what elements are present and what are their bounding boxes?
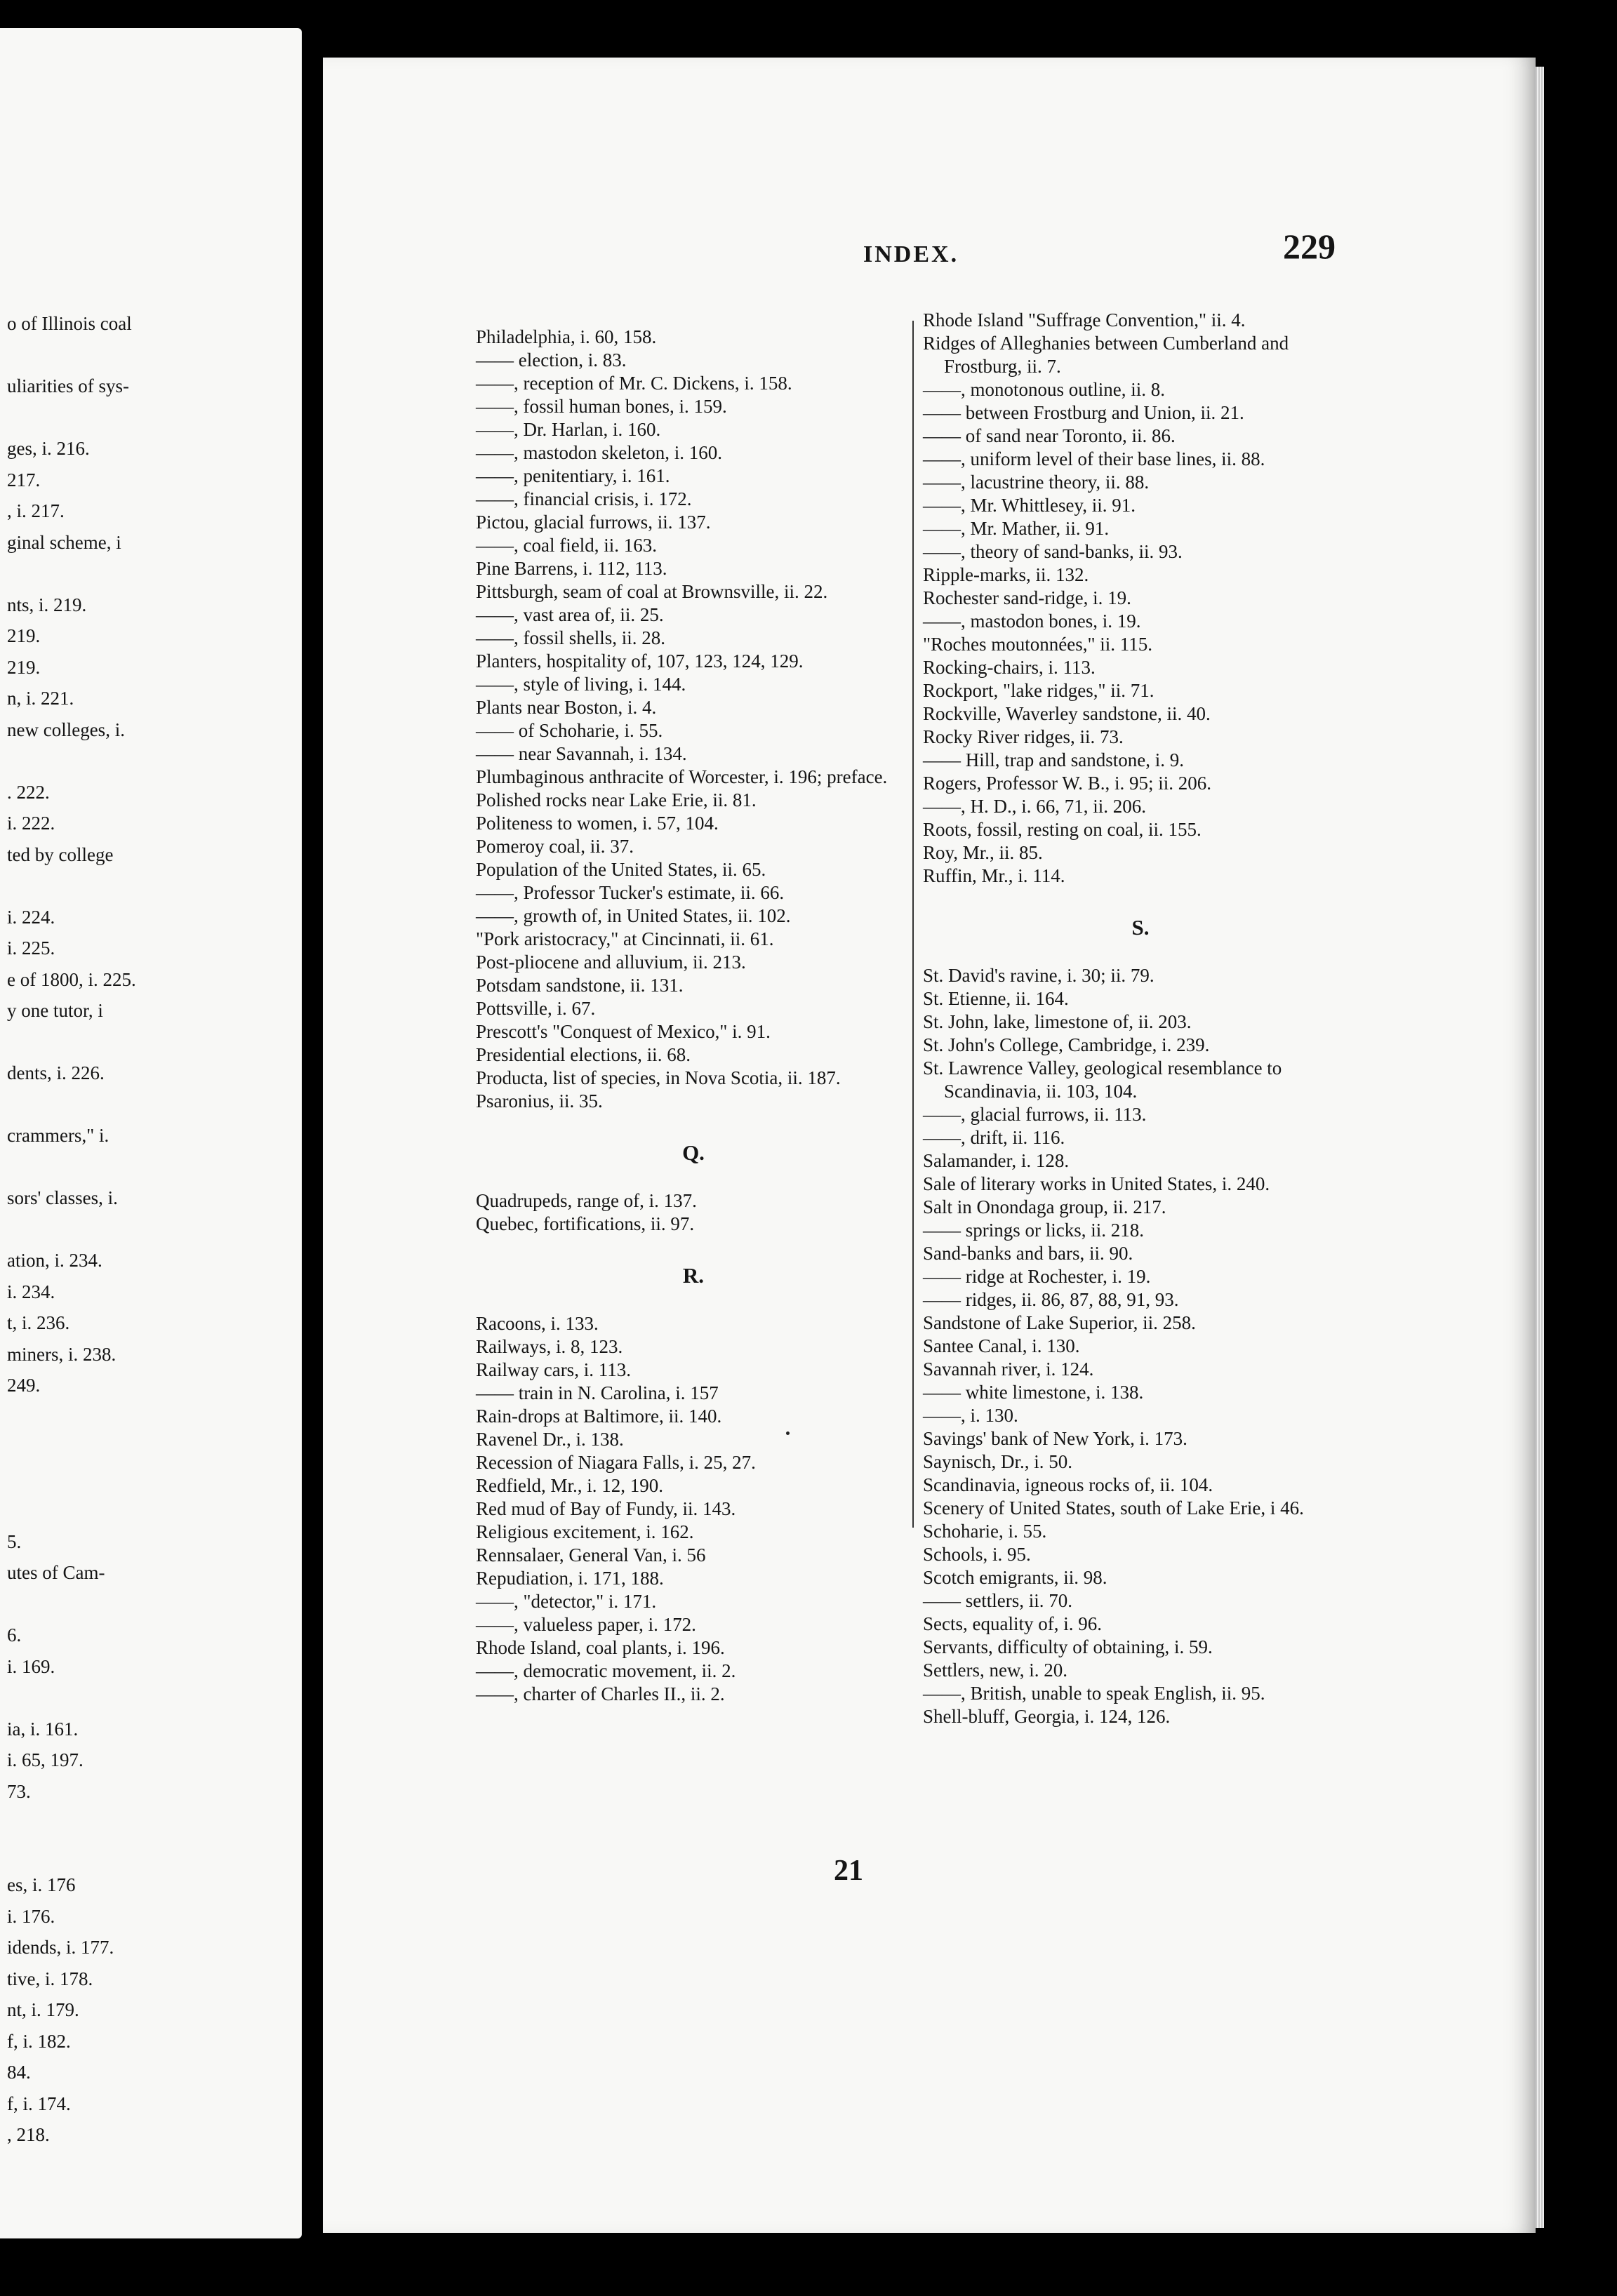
index-entry: Rennsalaer, General Van, i. 56 — [476, 1544, 706, 1566]
left-page-text-fragment: miners, i. 238. — [7, 1343, 117, 1365]
entries-p — [476, 326, 911, 1113]
index-entry: ——, Dr. Harlan, i. 160. — [476, 419, 661, 440]
index-entry: Rockville, Waverley sandstone, ii. 40. — [923, 703, 1211, 724]
index-entry: ——, Mr. Mather, ii. 91. — [923, 518, 1110, 539]
index-entry: ——, valueless paper, i. 172. — [476, 1614, 696, 1635]
left-page-text-fragment: ges, i. 216. — [7, 438, 90, 459]
index-entry: ——, charter of Charles II., ii. 2. — [476, 1683, 725, 1704]
index-entry: Rochester sand-ridge, i. 19. — [923, 587, 1131, 608]
index-entry: Pomeroy coal, ii. 37. — [476, 836, 634, 857]
section-heading-r: R. — [682, 1263, 705, 1288]
index-entry: St. Lawrence Valley, geological resemblance to Scandinavia, ii. 103, 104. — [923, 1057, 1282, 1102]
index-entry: Quadrupeds, range of, i. 137. — [476, 1190, 697, 1211]
index-entry: Salamander, i. 128. — [923, 1150, 1070, 1171]
page-number: 229 — [1283, 227, 1336, 266]
left-page-text-fragment: i. 222. — [7, 813, 55, 834]
right-page — [323, 58, 1536, 2233]
index-entry: Saynisch, Dr., i. 50. — [923, 1451, 1072, 1472]
index-entry: Plumbaginous anthracite of Worcester, i. 196; preface. — [476, 766, 888, 787]
index-entry: Railways, i. 8, 123. — [476, 1336, 623, 1357]
left-page-text-fragment: , 218. — [7, 2124, 50, 2145]
index-entry: Settlers, new, i. 20. — [923, 1660, 1067, 1681]
index-entry: Salt in Onondaga group, ii. 217. — [923, 1196, 1166, 1217]
left-page-text-fragment: . 222. — [7, 781, 50, 803]
index-entry: Scotch emigrants, ii. 98. — [923, 1567, 1107, 1588]
index-entry: St. David's ravine, i. 30; ii. 79. — [923, 965, 1154, 986]
running-header: INDEX. — [863, 241, 959, 267]
index-entry: ——, glacial furrows, ii. 113. — [923, 1104, 1147, 1125]
index-entry: Prescott's "Conquest of Mexico," i. 91. — [476, 1021, 771, 1042]
left-page-text-fragment: nt, i. 179. — [7, 1999, 79, 2020]
index-entry: Roots, fossil, resting on coal, ii. 155. — [923, 819, 1202, 840]
left-page-text-fragment: crammers," i. — [7, 1125, 109, 1146]
left-page-text-fragment: 219. — [7, 625, 41, 646]
index-entry: ——, vast area of, ii. 25. — [476, 604, 664, 625]
index-entry: ——, coal field, ii. 163. — [476, 535, 657, 556]
index-entry: ——, drift, ii. 116. — [923, 1127, 1065, 1148]
index-entry: Religious excitement, i. 162. — [476, 1521, 694, 1542]
entries-r-continued — [923, 309, 1358, 888]
index-entry: —— settlers, ii. 70. — [923, 1590, 1072, 1611]
index-entry: Rain-drops at Baltimore, ii. 140. — [476, 1406, 722, 1427]
index-entry: ——, "detector," i. 171. — [476, 1591, 657, 1612]
index-entry: Psaronius, ii. 35. — [476, 1090, 603, 1112]
index-entry: Rhode Island, coal plants, i. 196. — [476, 1637, 725, 1658]
index-entry: Potsdam sandstone, ii. 131. — [476, 975, 684, 996]
left-page-text-fragment: 84. — [7, 2062, 31, 2083]
index-entry: Producta, list of species, in Nova Scotia, ii. 187. — [476, 1067, 841, 1088]
index-entry: ——, reception of Mr. C. Dickens, i. 158. — [476, 373, 792, 394]
index-entry: ——, penitentiary, i. 161. — [476, 465, 670, 486]
left-page-text-fragment: f, i. 182. — [7, 2030, 71, 2052]
index-entry: ——, i. 130. — [923, 1405, 1018, 1426]
index-entry: —— election, i. 83. — [476, 349, 627, 371]
index-entry: —— between Frostburg and Union, ii. 21. — [923, 402, 1244, 423]
index-entry: —— near Savannah, i. 134. — [476, 743, 687, 764]
index-entry: —— white limestone, i. 138. — [923, 1382, 1144, 1403]
index-entry: Quebec, fortifications, ii. 97. — [476, 1213, 695, 1234]
section-heading-q: Q. — [682, 1140, 705, 1165]
index-entry: Politeness to women, i. 57, 104. — [476, 813, 719, 834]
left-page-text-fragment: t, i. 236. — [7, 1312, 70, 1333]
left-page-text-fragment: 6. — [7, 1624, 22, 1646]
left-page-text-fragment: f, i. 174. — [7, 2093, 71, 2114]
left-page-text-fragment: new colleges, i. — [7, 719, 125, 740]
index-entry: Pittsburgh, seam of coal at Brownsville, ii. 22. — [476, 581, 828, 602]
index-entry: Schools, i. 95. — [923, 1544, 1031, 1565]
left-page-text-fragment: 73. — [7, 1780, 31, 1802]
index-entry: Sand-banks and bars, ii. 90. — [923, 1243, 1133, 1264]
index-entry: ——, fossil human bones, i. 159. — [476, 396, 727, 417]
index-entry: Redfield, Mr., i. 12, 190. — [476, 1475, 663, 1496]
index-entry: ——, monotonous outline, ii. 8. — [923, 379, 1166, 400]
index-column-left — [476, 326, 911, 1706]
left-page-text-fragment: ia, i. 161. — [7, 1718, 79, 1740]
left-page-text-fragment: ation, i. 234. — [7, 1250, 102, 1271]
index-entry: Population of the United States, ii. 65. — [476, 859, 766, 880]
index-entry: —— ridge at Rochester, i. 19. — [923, 1266, 1151, 1287]
index-entry: Ripple-marks, ii. 132. — [923, 564, 1089, 585]
index-entry: Ravenel Dr., i. 138. — [476, 1429, 624, 1450]
index-entry: "Pork aristocracy," at Cincinnati, ii. 61. — [476, 928, 774, 949]
index-entry: Sandstone of Lake Superior, ii. 258. — [923, 1312, 1196, 1333]
index-entry: ——, H. D., i. 66, 71, ii. 206. — [923, 796, 1147, 817]
index-entry: Presidential elections, ii. 68. — [476, 1044, 691, 1065]
index-entry: Scenery of United States, south of Lake Erie, i 46. — [923, 1497, 1304, 1519]
left-page-text-fragment: 249. — [7, 1375, 41, 1396]
page-edge-right — [1536, 67, 1544, 2228]
left-page-text-fragment: idends, i. 177. — [7, 1937, 114, 1958]
index-entry: ——, democratic movement, ii. 2. — [476, 1660, 736, 1681]
signature-mark: 21 — [834, 1855, 863, 1887]
index-entry: St. John, lake, limestone of, ii. 203. — [923, 1011, 1192, 1032]
index-entry: "Roches moutonnées," ii. 115. — [923, 634, 1153, 655]
left-page-text-fragment: ted by college — [7, 843, 114, 865]
index-entry: Rocking-chairs, i. 113. — [923, 657, 1096, 678]
index-entry: —— of Schoharie, i. 55. — [476, 720, 663, 741]
left-page-text-fragment: sors' classes, i. — [7, 1187, 118, 1208]
index-entry: ——, style of living, i. 144. — [476, 674, 686, 695]
index-entry: Schoharie, i. 55. — [923, 1521, 1047, 1542]
left-page-text-fragment: i. 65, 197. — [7, 1749, 84, 1770]
index-entry: Plants near Boston, i. 4. — [476, 697, 657, 718]
index-entry: —— Hill, trap and sandstone, i. 9. — [923, 749, 1184, 770]
left-page-text-fragment: es, i. 176 — [7, 1874, 76, 1895]
index-entry: Savings' bank of New York, i. 173. — [923, 1428, 1187, 1449]
left-page-text-fragment: i. 176. — [7, 1905, 55, 1927]
index-entry: Sects, equality of, i. 96. — [923, 1613, 1102, 1634]
left-page-text-fragment: i. 234. — [7, 1281, 55, 1302]
index-entry: Recession of Niagara Falls, i. 25, 27. — [476, 1452, 756, 1473]
index-entry: Railway cars, i. 113. — [476, 1359, 631, 1380]
index-entry: Savannah river, i. 124. — [923, 1359, 1094, 1380]
index-entry: ——, financial crisis, i. 172. — [476, 488, 692, 509]
index-entry: Repudiation, i. 171, 188. — [476, 1568, 664, 1589]
left-page-text-fragment: , i. 217. — [7, 500, 65, 521]
index-entry: ——, lacustrine theory, ii. 88. — [923, 472, 1150, 493]
index-entry: Red mud of Bay of Fundy, ii. 143. — [476, 1498, 736, 1519]
index-entry: Pine Barrens, i. 112, 113. — [476, 558, 667, 579]
entries-s — [923, 964, 1358, 1728]
index-entry: Rocky River ridges, ii. 73. — [923, 726, 1124, 747]
index-entry: —— of sand near Toronto, ii. 86. — [923, 425, 1176, 446]
left-page-text-fragment: i. 224. — [7, 906, 55, 928]
index-entry: Polished rocks near Lake Erie, ii. 81. — [476, 789, 757, 810]
index-entry: Ridges of Alleghanies between Cumberland and Frostburg, ii. 7. — [923, 333, 1289, 377]
left-page-text-fragment: i. 225. — [7, 937, 55, 959]
index-entry: ——, Mr. Whittlesey, ii. 91. — [923, 495, 1136, 516]
index-entry: Shell-bluff, Georgia, i. 124, 126. — [923, 1706, 1171, 1727]
index-entry: Roy, Mr., ii. 85. — [923, 842, 1043, 863]
index-entry: Ruffin, Mr., i. 114. — [923, 865, 1065, 886]
left-page-text-fragment: e of 1800, i. 225. — [7, 968, 136, 990]
left-page-text-fragment: y one tutor, i — [7, 1000, 103, 1021]
left-page-text-fragment: 217. — [7, 469, 41, 490]
left-page-text-fragment: nts, i. 219. — [7, 594, 87, 615]
index-entry: Sale of literary works in United States, i. 240. — [923, 1173, 1270, 1194]
index-entry: Rogers, Professor W. B., i. 95; ii. 206. — [923, 773, 1212, 794]
index-entry: —— springs or licks, ii. 218. — [923, 1220, 1144, 1241]
left-page-text-fragment: utes of Cam- — [7, 1562, 105, 1583]
index-entry: St. Etienne, ii. 164. — [923, 988, 1069, 1009]
left-page-text-fragment: uliarities of sys- — [7, 375, 129, 396]
index-entry: ——, theory of sand-banks, ii. 93. — [923, 541, 1183, 562]
left-page-text-fragment: ginal scheme, i — [7, 531, 121, 553]
ink-speck — [786, 1431, 790, 1435]
index-entry: ——, fossil shells, ii. 28. — [476, 627, 666, 648]
index-entry: Servants, difficulty of obtaining, i. 59. — [923, 1636, 1213, 1657]
index-entry: Pictou, glacial furrows, ii. 137. — [476, 512, 711, 533]
section-heading-s: S. — [1131, 915, 1150, 940]
index-entry: Rhode Island "Suffrage Convention," ii. 4. — [923, 309, 1246, 331]
left-page — [0, 28, 302, 2238]
column-rule — [912, 321, 914, 1528]
index-entry: Racoons, i. 133. — [476, 1313, 599, 1334]
index-entry: Pottsville, i. 67. — [476, 998, 596, 1019]
index-entry: —— train in N. Carolina, i. 157 — [476, 1382, 719, 1403]
index-entry: ——, British, unable to speak English, ii. 95. — [923, 1683, 1265, 1704]
index-entry: ——, growth of, in United States, ii. 102. — [476, 905, 791, 926]
index-entry: ——, uniform level of their base lines, ii. 88. — [923, 448, 1265, 469]
index-entry: Santee Canal, i. 130. — [923, 1335, 1080, 1356]
entries-r — [476, 1312, 911, 1706]
index-entry: —— ridges, ii. 86, 87, 88, 91, 93. — [923, 1289, 1179, 1310]
left-page-text-fragment: i. 169. — [7, 1655, 55, 1677]
index-entry: ——, mastodon bones, i. 19. — [923, 610, 1141, 632]
index-entry: Scandinavia, igneous rocks of, ii. 104. — [923, 1474, 1213, 1495]
index-entry: Post-pliocene and alluvium, ii. 213. — [476, 952, 746, 973]
index-column-right — [923, 309, 1358, 1728]
index-entry: Rockport, "lake ridges," ii. 71. — [923, 680, 1154, 701]
index-entry: ——, Professor Tucker's estimate, ii. 66. — [476, 882, 785, 903]
left-page-text-fragment: n, i. 221. — [7, 688, 74, 709]
left-page-text-fragment: dents, i. 226. — [7, 1062, 105, 1083]
index-entry: ——, mastodon skeleton, i. 160. — [476, 442, 722, 463]
entries-q — [476, 1189, 911, 1236]
index-entry: Planters, hospitality of, 107, 123, 124, 129. — [476, 650, 804, 672]
index-entry: Philadelphia, i. 60, 158. — [476, 326, 657, 347]
left-page-text-fragment: tive, i. 178. — [7, 1968, 93, 1989]
left-page-text-fragment: 219. — [7, 656, 41, 678]
left-page-text-fragment: 5. — [7, 1530, 22, 1552]
left-page-text-fragment: o of Illinois coal — [7, 313, 132, 334]
index-entry: St. John's College, Cambridge, i. 239. — [923, 1034, 1210, 1055]
